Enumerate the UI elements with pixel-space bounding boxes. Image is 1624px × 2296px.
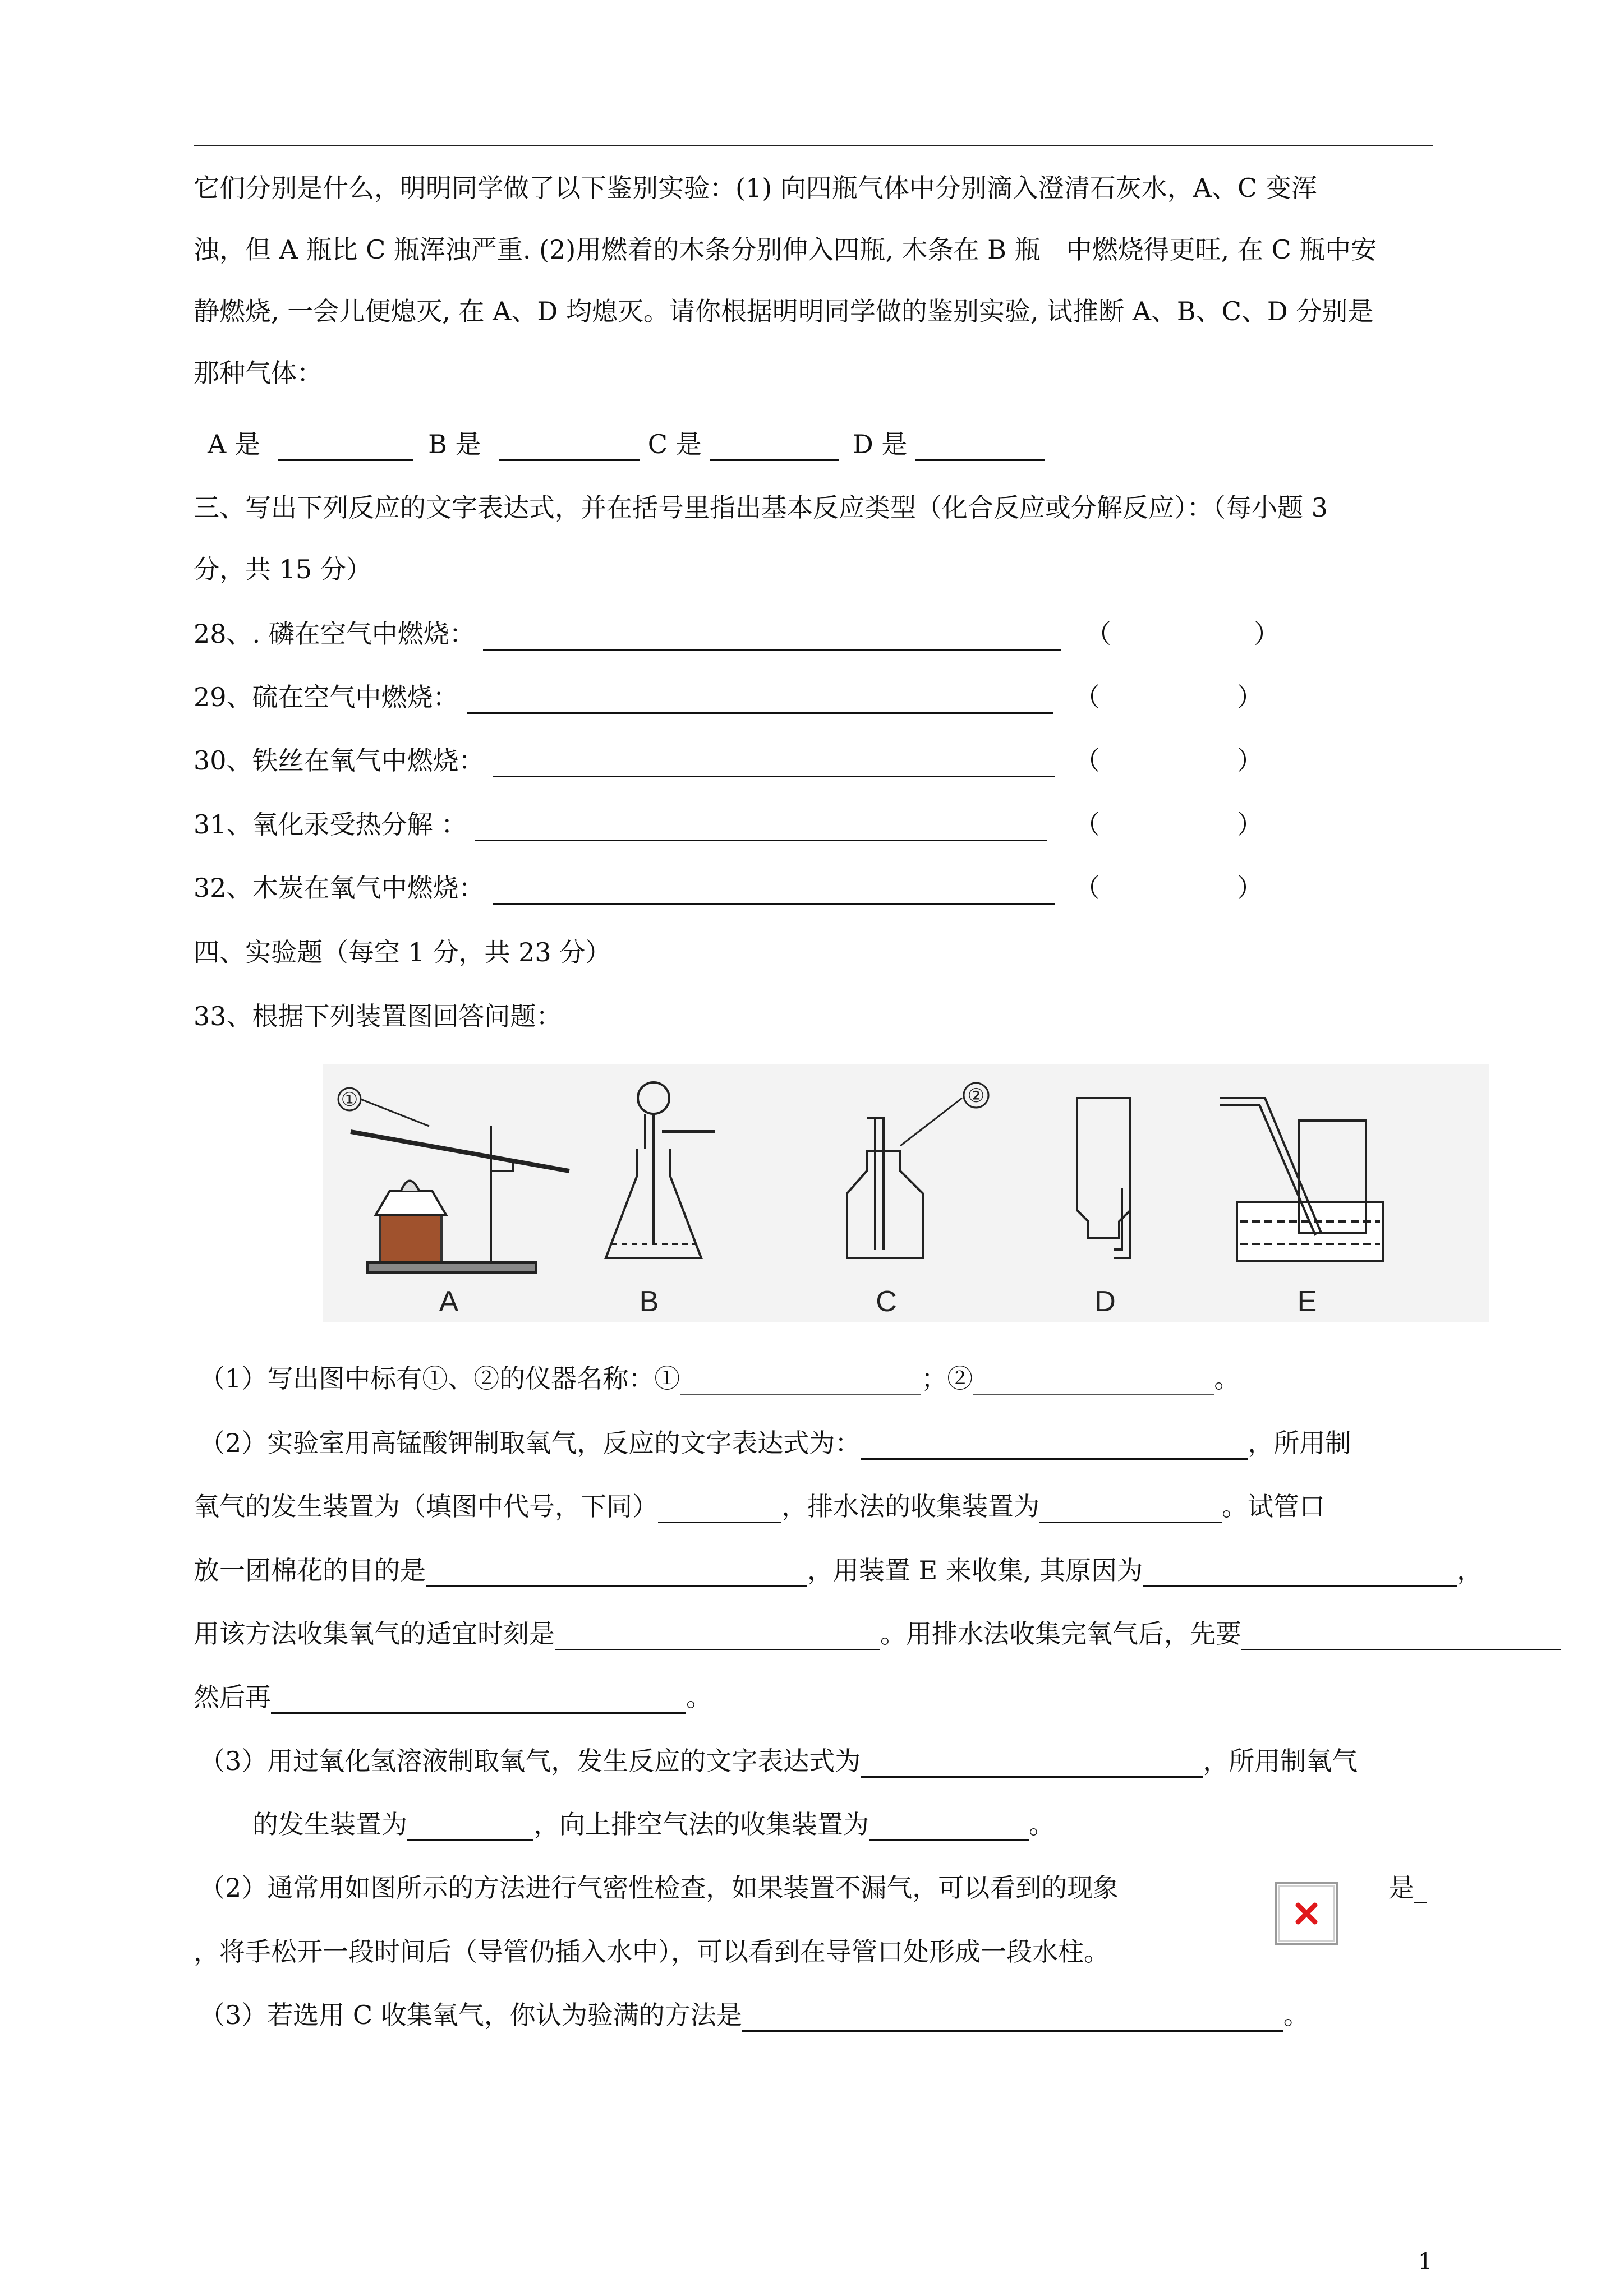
q3-blank[interactable] xyxy=(869,1813,1029,1841)
answer-d-label: D 是 xyxy=(852,429,908,459)
intro-line-1: 它们分别是什么，明明同学做了以下鉴别实验：(1) 向四瓶气体中分别滴入澄清石灰水，A、C 变浑 xyxy=(194,173,1317,203)
paren-close: ） xyxy=(1237,745,1263,776)
q3b-text: （3）若选用 C 收集氧气，你认为验满的方法是 xyxy=(199,2000,742,2030)
diagram-label-d: D xyxy=(1094,1285,1116,1318)
reaction-blank[interactable] xyxy=(475,813,1047,841)
paren-open: （ xyxy=(1074,809,1100,840)
q2-blank[interactable] xyxy=(861,1431,1248,1460)
reaction-label: 29、硫在空气中燃烧： xyxy=(194,682,459,712)
reaction-label: 30、铁丝在氧气中燃烧： xyxy=(194,745,485,776)
q3-text: 的发生装置为 xyxy=(252,1809,407,1839)
q2-line-5 xyxy=(194,1680,712,1714)
q2-text: 。试管口 xyxy=(1222,1491,1325,1522)
apparatus-diagram xyxy=(323,1064,1489,1322)
reaction-label: 28、. 磷在空气中燃烧： xyxy=(194,619,475,649)
intro-line-4: 那种气体： xyxy=(194,358,323,388)
q2-line-1 xyxy=(199,1426,1351,1460)
answer-c-label: C 是 xyxy=(647,429,702,459)
paren-close: ） xyxy=(1254,619,1280,649)
reaction-row xyxy=(194,617,1315,651)
paren-open: （ xyxy=(1074,873,1100,903)
q1-prefix: （1）写出图中标有①、②的仪器名称：① xyxy=(199,1363,680,1394)
q1-end: 。 xyxy=(1214,1363,1240,1394)
q2-line-2 xyxy=(194,1490,1325,1523)
q2-text: 用该方法收集氧气的适宜时刻是 xyxy=(194,1619,555,1649)
answer-b-blank[interactable] xyxy=(499,432,640,461)
paren-open: （ xyxy=(1074,745,1100,776)
paren-open: （ xyxy=(1074,682,1100,712)
q1-blank-1[interactable] xyxy=(680,1367,921,1395)
intro-line-2: 浊，但 A 瓶比 C 瓶浑浊严重. (2)用燃着的木条分别伸入四瓶, 木条在 B 瓶 中燃烧得更旺, 在 C 瓶中安 xyxy=(194,234,1377,265)
reaction-row xyxy=(194,744,1315,777)
q1-blank-2[interactable] xyxy=(973,1367,1214,1395)
answer-c-blank[interactable] xyxy=(710,432,839,461)
q2-text: 氧气的发生装置为（填图中代号，下同） xyxy=(194,1491,658,1522)
q3-text: （3）用过氧化氢溶液制取氧气，发生反应的文字表达式为 xyxy=(199,1746,861,1776)
q2-blank[interactable] xyxy=(1143,1559,1457,1587)
q2-blank[interactable] xyxy=(1039,1495,1222,1523)
q2-text: （2）实验室用高锰酸钾制取氧气，反应的文字表达式为： xyxy=(199,1428,861,1458)
diagram-label-a: A xyxy=(439,1285,459,1318)
reaction-blank[interactable] xyxy=(467,685,1053,714)
q2-text: ，用装置 E 来收集, 其原因为 xyxy=(807,1555,1143,1585)
q2-text: 。用排水法收集完氧气后，先要 xyxy=(880,1619,1241,1649)
q1-mid: ；② xyxy=(921,1363,973,1394)
q2-blank[interactable] xyxy=(555,1622,880,1650)
header-rule xyxy=(194,145,1433,146)
paren-open: （ xyxy=(1085,619,1111,649)
q2-line-3 xyxy=(194,1553,1483,1587)
q2-blank[interactable] xyxy=(1241,1622,1561,1650)
reaction-label: 31、氧化汞受热分解 ： xyxy=(194,809,467,840)
q3-text: ，向上排空气法的收集装置为 xyxy=(533,1809,869,1839)
answer-a-label: A 是 xyxy=(208,429,260,459)
diagram-label-c: C xyxy=(876,1285,897,1318)
reaction-row xyxy=(194,808,1315,841)
diagram-label-b: B xyxy=(639,1285,659,1318)
q2-text: 。 xyxy=(686,1682,712,1712)
paren-close: ） xyxy=(1237,809,1263,840)
q2-text: ，排水法的收集装置为 xyxy=(781,1491,1039,1522)
broken-image-icon xyxy=(1273,1880,1340,1947)
q2-text: ，所用制 xyxy=(1248,1428,1351,1458)
reaction-blank[interactable] xyxy=(493,876,1055,905)
paren-close: ） xyxy=(1237,873,1263,903)
apparatus-a xyxy=(338,1088,569,1273)
q2-text: ， xyxy=(1457,1555,1483,1585)
q1-line xyxy=(199,1362,1240,1395)
q2b-line-2: ，将手松开一段时间后（导管仍插入水中），可以看到在导管口处形成一段水柱。 xyxy=(194,1937,1110,1967)
apparatus-d xyxy=(1077,1098,1130,1258)
q2-blank[interactable] xyxy=(426,1559,807,1587)
diagram-marker-1: ① xyxy=(341,1089,358,1111)
q3-line-2 xyxy=(252,1808,1055,1841)
q2b-line-1b: 是_ xyxy=(1388,1873,1427,1903)
reaction-label: 32、木炭在氧气中燃烧： xyxy=(194,873,485,903)
q2b-line-1a: （2）通常用如图所示的方法进行气密性检查，如果装置不漏气，可以看到的现象 xyxy=(199,1873,1119,1903)
reaction-row xyxy=(194,871,1315,905)
section3-title-2: 分，共 15 分） xyxy=(194,554,372,584)
diagram-marker-2: ② xyxy=(967,1085,985,1107)
q3-text: ，所用制氧气 xyxy=(1203,1746,1358,1776)
section4-title: 四、实验题（每空 1 分，共 23 分） xyxy=(194,937,611,967)
q3b-blank[interactable] xyxy=(742,2003,1283,2032)
answer-a-blank[interactable] xyxy=(278,432,413,461)
q2-blank[interactable] xyxy=(658,1495,781,1523)
q33-title: 33、根据下列装置图回答问题： xyxy=(194,1001,562,1031)
apparatus-b xyxy=(606,1082,715,1258)
apparatus-svg xyxy=(323,1064,1489,1322)
q2-text: 放一团棉花的目的是 xyxy=(194,1555,426,1585)
answer-row xyxy=(208,427,1045,461)
apparatus-e xyxy=(1220,1098,1383,1261)
reaction-blank[interactable] xyxy=(483,622,1061,651)
answer-b-label: B 是 xyxy=(428,429,481,459)
q3-text: 。 xyxy=(1029,1809,1055,1839)
q2-blank[interactable] xyxy=(271,1685,686,1714)
q3-blank[interactable] xyxy=(861,1749,1203,1778)
q2-text: 然后再 xyxy=(194,1682,271,1712)
q3-blank[interactable] xyxy=(407,1813,533,1841)
q2-line-4 xyxy=(194,1617,1561,1650)
q3b-text: 。 xyxy=(1283,2000,1309,2030)
diagram-label-e: E xyxy=(1297,1285,1317,1318)
q3b-line xyxy=(199,1998,1309,2032)
apparatus-c xyxy=(847,1083,988,1258)
reaction-blank[interactable] xyxy=(493,749,1055,777)
answer-d-blank[interactable] xyxy=(915,432,1045,461)
intro-line-3: 静燃烧, 一会儿便熄灭, 在 A、D 均熄灭。请你根据明明同学做的鉴别实验, 试推断 A、B、C、D 分别是 xyxy=(194,296,1374,326)
paren-close: ） xyxy=(1237,682,1263,712)
section3-title-1: 三、写出下列反应的文字表达式，并在括号里指出基本反应类型（化合反应或分解反应）：（每小题 3 xyxy=(194,492,1328,523)
reaction-row xyxy=(194,680,1315,714)
q3-line-1 xyxy=(199,1744,1358,1778)
page-number: 1 xyxy=(1418,2249,1433,2275)
